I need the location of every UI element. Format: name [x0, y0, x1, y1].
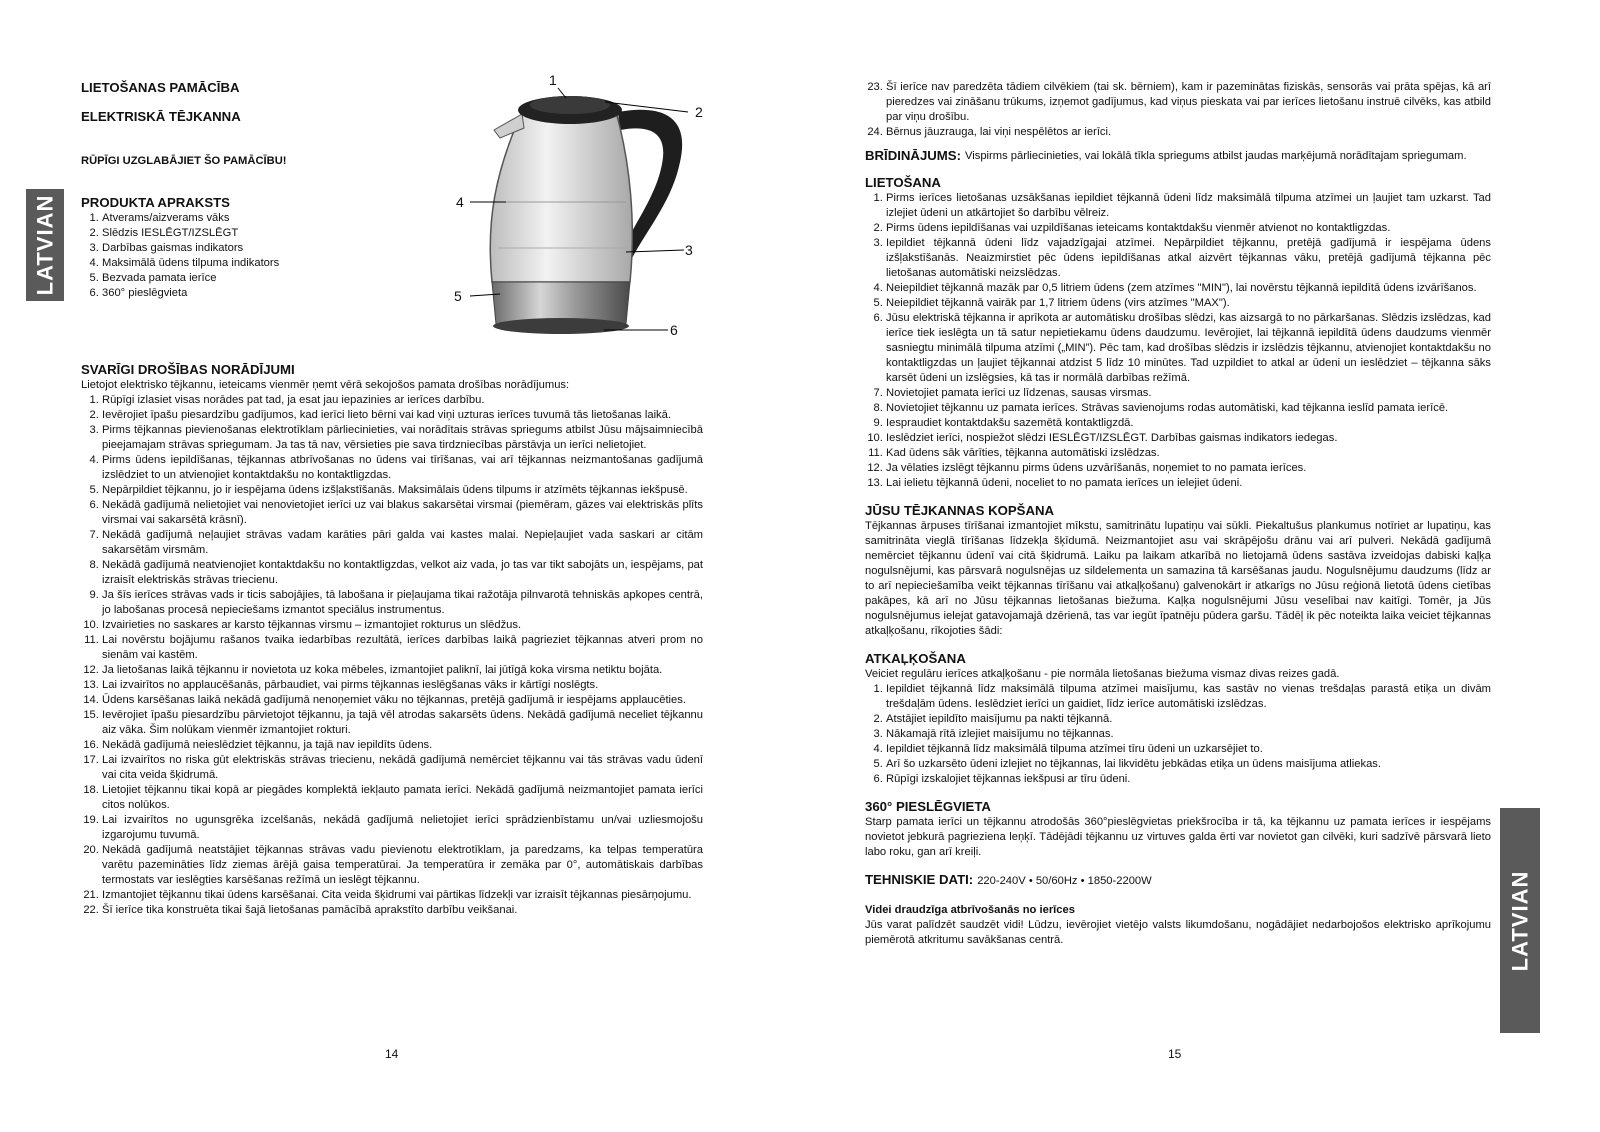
descale-heading: ATKAĻĶOŠANA	[865, 651, 966, 666]
care-heading: JŪSU TĒJKANNAS KOPŠANA	[865, 503, 1055, 518]
eco-heading: Videi draudzīga atbrīvošanās no ierīces	[865, 904, 1075, 916]
list-item: 10. Izvairieties no saskares ar karsto tējkannas virsmu – izmantojiet rokturus un slēdžus.	[102, 618, 703, 633]
list-item: 4. Iepildiet tējkannā līdz maksimālā tilpuma atzīmei tīru ūdeni un uzkarsējiet to.	[886, 742, 1491, 757]
connector-text: Starp pamata ierīci un tējkannu atrodošās 360°pieslēgvietas priekšrocība ir tā, ka tējkannu uz pamata ierīces ir iespējams novietot jebkurā pagrieziena leņķī. Tādējādi tējkannu uz virtuves galda ērti var novietot gan cilvēki, kuri sadzīvē pārsvarā lieto labo roku, gan arī kreiļi.	[865, 816, 1491, 858]
descale-list	[865, 682, 1491, 787]
list-item: 11. Kad ūdens sāk vārīties, tējkanna automātiski izslēdzas.	[886, 446, 1491, 461]
warning-text: Vispirms pārliecinieties, vai lokālā tīkla spriegums atbilst jaudas marķējumā norādītajam spriegumam.	[964, 150, 1467, 162]
list-item: 18. Lietojiet tējkannu tikai kopā ar piegādes komplektā iekļauto pamata ierīci. Nekādā gadījumā neizmantojiet pamata ierīci citos nolūkos.	[102, 783, 703, 813]
tech-label: TEHNISKIE DATI:	[865, 872, 974, 887]
safety-heading: SVARĪGI DROŠĪBAS NORĀDĪJUMI	[81, 362, 295, 377]
descale-intro: Veiciet regulāru ierīces atkaļķošanu - pie normāla lietošanas biežuma vismaz divas reizes gadā.	[865, 668, 1340, 680]
safety-list-continued	[865, 80, 1491, 140]
list-item: 9. Ja šīs ierīces strāvas vads ir ticis sabojājies, tā labošana ir pieļaujama tikai ražotāja pilnvarotā tehniskās apkopes centrā, jo labošanas procesā nepieciešams izmantot speciālus instrumentus.	[102, 588, 703, 618]
list-item: 22. Šī ierīce tika konstruēta tikai šajā lietošanas pamācībā aprakstīto darbību veikšanai.	[102, 903, 703, 918]
list-item: 8. Novietojiet tējkannu uz pamata ierīces. Strāvas savienojums rodas automātiski, kad tējkanna ieslīd pamata ierīcē.	[886, 401, 1491, 416]
list-item: 17. Lai izvairītos no riska gūt elektriskās strāvas triecienu, nekādā gadījumā nemērciet tējkannu vai tās strāvas vadu ūdenī vai cita veida šķidrumā.	[102, 753, 703, 783]
list-item: 21. Izmantojiet tējkannu tikai ūdens karsēšanai. Cita veida šķidrumi vai pārtikas līdzekļi var izraisīt tējkannas piesārņojumu.	[102, 888, 703, 903]
list-item: 4. Neiepildiet tējkannā mazāk par 0,5 litriem ūdens (zem atzīmes "MIN"), lai novērstu tējkannā iepildītā ūdens izvārīšanos.	[886, 281, 1491, 296]
list-item: 1. Pirms ierīces lietošanas uzsākšanas iepildiet tējkannā ūdeni līdz maksimālā tilpuma atzīmei un ļaujiet tam uzkarst. Tad izlejiet ūdeni un atkārtojiet šo darbību vēlreiz.	[886, 191, 1491, 221]
usage-list	[865, 191, 1491, 491]
language-tab-left: LATVIAN	[26, 189, 64, 301]
list-item: 10. Ieslēdziet ierīci, nospiežot slēdzi IESLĒGT/IZSLĒGT. Darbības gaismas indikators iedegas.	[886, 431, 1491, 446]
list-item: 9. Iespraudiet kontaktdakšu sazemētā kontaktligzdā.	[886, 416, 1491, 431]
list-item: 4. Maksimālā ūdens tilpuma indikators	[102, 256, 441, 271]
usage-heading: LIETOŠANA	[865, 175, 941, 190]
list-item: 1. Atverams/aizverams vāks	[102, 211, 441, 226]
doc-subtitle: ELEKTRISKĀ TĒJKANNA	[81, 109, 241, 124]
callout-4: 4	[456, 194, 464, 210]
list-item: 6. Jūsu elektriskā tējkanna ir aprīkota ar automātisku drošības slēdzi, kas aizsargā to no pārkaršanas. Slēdzis izslēdzas, kad ierīce tiek ieslēgta un tā satur nepietiekamu ūdens daudzumu. Ievērojiet, lai tējkannā iepildītā ūdens daudzums vienmēr sasniegtu minimālā tilpuma atzīmi („MIN”). Pēc tam, kad drošības slēdzis ir izslēdzis tējkannu, atvienojiet kontaktdakšu no kontaktligzdas un ļaujiet tējkannai atdzist 5 līdz 10 minūtes. Tad uzpildiet to atkal ar ūdeni un ieslēdziet – tējkanna sāks karsēt ūdeni un izslēgsies, kā tas ir normālā darbības režīmā.	[886, 311, 1491, 386]
keep-manual-note: RŪPĪGI UZGLABĀJIET ŠO PAMĀCĪBU!	[81, 155, 287, 167]
list-item: 5. Bezvada pamata ierīce	[102, 271, 441, 286]
kettle-illustration	[440, 72, 740, 352]
care-text: Tējkannas ārpuses tīrīšanai izmantojiet mīkstu, samitrinātu lupatiņu vai sūkli. Piekaltušus plankumus notīriet ar lupatiņu, kas samitrināta vieglā tīrīšanas līdzekļa šķīdumā. Neizmantojiet asu vai skrāpējošu drānu vai arī pulveri. Nekādā gadījumā nemērciet tējkannu ūdenī vai citā šķidrumā. Laiku pa laikam atkarībā no lietojamā ūdens sastāva izveidojas dabiski kaļķa nogulsnējumi, kas pārsvarā nogulsnējas uz sildelementa un samazina tā karsēšanas jaudu. Nogulsnējumu daudzums (līdz ar to arī nepieciešamība veikt tējkannas tīrīšanu vai atkaļķošanu) galvenokārt ir atkarīgs no Jūsu reģionā lietotā ūdens cietības pakāpes, kā arī no Jūsu tējkannas lietošanas biežuma. Kaļķa nogulsnējumi Jūsu veselībai nav kaitīgi. Tomēr, ja Jūs nogulsnējumus ielejat gatavojamajā dzērienā, tas var iegūt īpatnēju pūdera garšu. Tādēļ ik pēc noteikta laika veiciet tējkannas atkaļķošanu, rīkojoties šādi:	[865, 520, 1491, 637]
list-item: 23. Šī ierīce nav paredzēta tādiem cilvēkiem (tai sk. bērniem), kam ir pazeminātas fiziskās, sensorās vai prāta spējas, kā arī pieredzes vai zināšanu trūkums, izņemot gadījumus, kad viņus pieskata vai par ierīces lietošanu instruē cilvēks, kas atbild par viņu drošību.	[886, 80, 1491, 125]
list-item: 6. 360° pieslēgvieta	[102, 286, 441, 301]
list-item: 6. Nekādā gadījumā nelietojiet vai nenovietojiet ierīci uz vai blakus sakarsētai virsmai (piemēram, gāzes vai elektriskās plīts virsmai vai sakarsētā krāsnī).	[102, 498, 703, 528]
list-item: 2. Slēdzis IESLĒGT/IZSLĒGT	[102, 226, 441, 241]
list-item: 12. Ja vēlaties izslēgt tējkannu pirms ūdens uzvārīšanās, noņemiet to no pamata ierīces.	[886, 461, 1491, 476]
safety-intro: Lietojot elektrisko tējkannu, ieteicams vienmēr ņemt vērā sekojošos pamata drošības norādījumus:	[81, 379, 570, 391]
right-column	[865, 80, 1491, 948]
list-item: 7. Novietojiet pamata ierīci uz līdzenas, sausas virsmas.	[886, 386, 1491, 401]
list-item: 8. Nekādā gadījumā neatvienojiet kontaktdakšu no kontaktligzdas, velkot aiz vada, jo tas var tikt sabojāts un, iespējams, pat izraisīt elektriskās strāvas triecienu.	[102, 558, 703, 588]
list-item: 5. Neiepildiet tējkannā vairāk par 1,7 litriem ūdens (virs atzīmes "MAX").	[886, 296, 1491, 311]
list-item: 14. Ūdens karsēšanas laikā nekādā gadījumā nenoņemiet vāku no tējkannas, pretējā gadījumā ir iespējams applaucēties.	[102, 693, 703, 708]
callout-5: 5	[454, 288, 462, 304]
product-heading: PRODUKTA APRAKSTS	[81, 195, 230, 210]
callout-1: 1	[549, 72, 557, 88]
list-item: 3. Iepildiet tējkannā ūdeni līdz vajadzīgajai atzīmei. Nepārpildiet tējkannu, pretējā gadījumā ir iespējama ūdens izšļakstīšanās. Neaizmirstiet pēc ūdens iepildīšanas atkal aizvērt tējkannas vāku, pretējā gadījumā tējkanna pēc lietošanas automātiski neizslēdzas.	[886, 236, 1491, 281]
callout-6: 6	[670, 322, 678, 338]
list-item: 24. Bērnus jāuzrauga, lai viņi nespēlētos ar ierīci.	[886, 125, 1491, 140]
tech-value: 220-240V • 50/60Hz • 1850-2200W	[977, 875, 1152, 887]
list-item: 2. Atstājiet iepildīto maisījumu pa nakti tējkannā.	[886, 712, 1491, 727]
list-item: 16. Nekādā gadījumā neieslēdziet tējkannu, ja tajā nav iepildīts ūdens.	[102, 738, 703, 753]
language-tab-right: LATVIAN	[1500, 808, 1540, 1033]
product-list	[81, 211, 441, 301]
doc-title: LIETOŠANAS PAMĀCĪBA	[81, 80, 240, 95]
list-item: 2. Ievērojiet īpašu piesardzību gadījumos, kad ierīci lieto bērni vai kad viņi uzturas ierīces tuvumā tās lietošanas laikā.	[102, 408, 703, 423]
warning-block	[865, 148, 1491, 164]
list-item: 5. Arī šo uzkarsēto ūdeni izlejiet no tējkannas, lai likvidētu jebkādas etiķa un ūdens maisījuma atliekas.	[886, 757, 1491, 772]
callout-2: 2	[695, 104, 703, 120]
warning-label: BRĪDINĀJUMS:	[865, 148, 961, 163]
left-header-block	[81, 80, 441, 301]
list-item: 13. Lai ielietu tējkannā ūdeni, noceliet to no pamata ierīces un ielejiet ūdeni.	[886, 476, 1491, 491]
tech-data	[865, 872, 1491, 889]
list-item: 11. Lai novērstu bojājumu rašanos tvaika iedarbības rezultātā, ierīces darbības laikā pagrieziet tējkannas atveri prom no sienām vai kastēm.	[102, 633, 703, 663]
list-item: 12. Ja lietošanas laikā tējkannu ir novietota uz koka mēbeles, izmantojiet paliknī, lai jūtīgā koka virsma netiktu bojāta.	[102, 663, 703, 678]
list-item: 3. Darbības gaismas indikators	[102, 241, 441, 256]
list-item: 7. Nekādā gadījumā neļaujiet strāvas vadam karāties pāri galda vai kastes malai. Nepieļaujiet vada saskari ar citām sakarsētām virsmām.	[102, 528, 703, 558]
page-number-left: 14	[385, 1047, 399, 1061]
callout-3: 3	[685, 242, 693, 258]
safety-list	[81, 393, 703, 918]
list-item: 2. Pirms ūdens iepildīšanas vai uzpildīšanas ieteicams kontaktdakšu vienmēr atvienot no kontaktligzdas.	[886, 221, 1491, 236]
list-item: 6. Rūpīgi izskalojiet tējkannas iekšpusi ar tīru ūdeni.	[886, 772, 1491, 787]
list-item: 20. Nekādā gadījumā neatstājiet tējkannas strāvas vadu pievienotu elektrotīklam, ja paredzams, ka telpas temperatūra varētu pazemināties līdz ziemas ārējā gaisa temperatūrai. Ja temperatūra ir zemāka par 0°, automātiskais darbības termostats var ieslēgties karsēšanas režīmā un ieslēgt tējkannu.	[102, 843, 703, 888]
connector-heading: 360° PIESLĒGVIETA	[865, 799, 991, 814]
page-number-right: 15	[1168, 1047, 1182, 1061]
list-item: 4. Pirms ūdens iepildīšanas, tējkannas atbrīvošanas no ūdens vai tīrīšanas, vai arī tējkannas neizmantošanas gadījumā izslēdziet to un atvienojiet kontaktdakšu no kontaktligzdas.	[102, 453, 703, 483]
list-item: 1. Iepildiet tējkannā līdz maksimālā tilpuma atzīmei maisījumu, kas sastāv no vienas trešdaļas parastā etiķa un divām trešdaļām ūdens. Ieslēdziet ierīci un gaidiet, līdz ierīce automātiski izslēdzas.	[886, 682, 1491, 712]
eco-text: Jūs varat palīdzēt saudzēt vidi! Lūdzu, ievērojiet vietējo valsts likumdošanu, nogādājiet nedarbojošos elektrisko aprīkojumu piemērotā atkritumu savākšanas centrā.	[865, 919, 1491, 946]
list-item: 19. Lai izvairītos no ugunsgrēka izcelšanās, nekādā gadījumā nelietojiet ierīci sprādzienbīstamu un/vai uzliesmojošu izgarojumu tuvumā.	[102, 813, 703, 843]
right-page	[800, 0, 1600, 1132]
list-item: 1. Rūpīgi izlasiet visas norādes pat tad, ja esat jau iepazinies ar ierīces darbību.	[102, 393, 703, 408]
list-item: 3. Nākamajā rītā izlejiet maisījumu no tējkannas.	[886, 727, 1491, 742]
list-item: 3. Pirms tējkannas pievienošanas elektrotīklam pārliecinieties, vai norādītais strāvas spriegums atbilst Jūsu mājsaimniecībā pieejamajam strāvas spriegumam. Ja tas tā nav, vērsieties pie sava tirdzniecības pārstāvja un ierīci nelietojiet.	[102, 423, 703, 453]
list-item: 15. Ievērojiet īpašu piesardzību pārvietojot tējkannu, ja tajā vēl atrodas sakarsēts ūdens. Nekādā gadījumā neceliet tējkannu aiz vāka. Šim nolūkam vienmēr izmantojiet rokturi.	[102, 708, 703, 738]
list-item: 5. Nepārpildiet tējkannu, jo ir iespējama ūdens izšļakstīšanās. Maksimālais ūdens tilpums ir atzīmēts tējkannas iekšpusē.	[102, 483, 703, 498]
list-item: 13. Lai izvairītos no applaucēšanās, pārbaudiet, vai pirms tējkannas ieslēgšanas vāks ir kārtīgi noslēgts.	[102, 678, 703, 693]
safety-section	[81, 362, 703, 918]
